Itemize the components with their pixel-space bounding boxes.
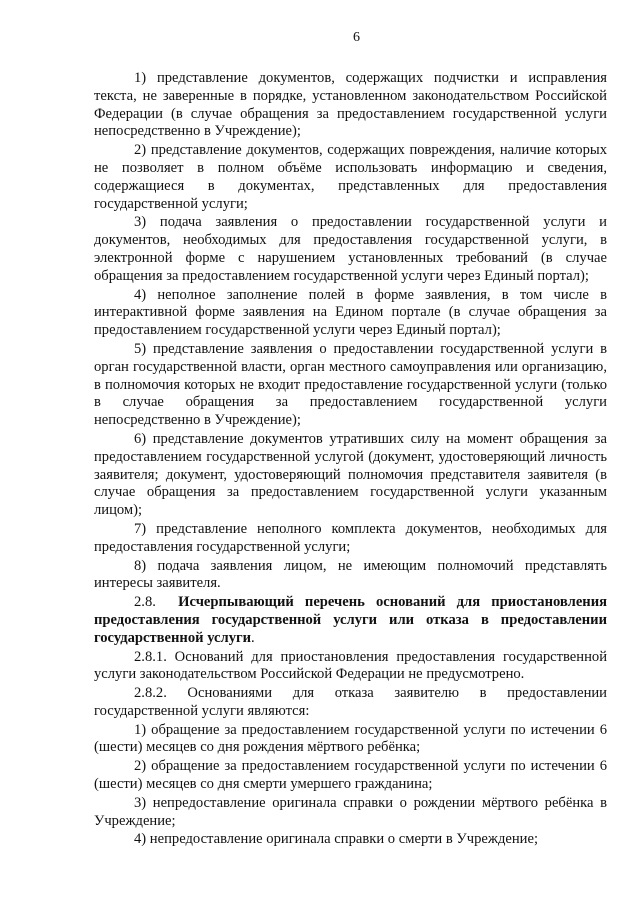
refusal-item-1: 1) обращение за предоставлением государственной услуги по истечении 6 (шести) месяцев со дня рождения мёртвого ребёнка; [94,721,607,756]
paragraph-2-8-1: 2.8.1. Оснований для приостановления предоставления государственной услуги законодательством Российской Федерации не предусмотрено. [94,648,607,683]
paragraph-item-6: 6) представление документов утративших силу на момент обращения за предоставлением государственной услугой (документ, удостоверяющий личность заявителя; документ, удостоверяющий полномочия представителя заявителя (в случае обращения за предоставлением государственной услуги указанным лицом); [94,430,607,519]
section-heading-2-8: 2.8. Исчерпывающий перечень оснований для приостановления предоставления государственной услуги или отказа в предоставлении государственной услуги. [94,594,608,646]
refusal-item-3: 3) непредоставление оригинала справки о рождении мёртвого ребёнка в Учреждение; [94,794,607,829]
paragraph-2-8-2: 2.8.2. Основаниями для отказа заявителю в предоставлении государственной услуги являются: [94,685,607,719]
paragraph-item-7: 7) представление неполного комплекта документов, необходимых для предоставления государственной услуги; [94,520,607,555]
section-title: Исчерпывающий перечень оснований для приостановления предоставления государственной услуги или отказа в предоставлении государственной услуги [94,594,608,646]
paragraph-item-8: 8) подача заявления лицом, не имеющим полномочий представлять интересы заявителя. [94,557,607,592]
page-number: 6 [353,30,360,45]
paragraph-item-3: 3) подача заявления о предоставлении государственной услуги и документов, необходимых для предоставления государственной услуги, в электронной форме с нарушением установленных требований (в случае обращения за предоставлением государственной услуги через Единый портал); [94,214,607,284]
refusal-item-4: 4) непредоставление оригинала справки о смерти в Учреждение; [134,831,539,848]
section-number: 2.8. [134,594,156,611]
refusal-item-2: 2) обращение за предоставлением государственной услуги по истечении 6 (шести) месяцев со дня смерти умершего гражданина; [94,758,607,793]
paragraph-item-4: 4) неполное заполнение полей в форме заявления, в том числе в интерактивной форме заявления на Едином портале (в случае обращения за предоставлением государственной услуги через Единый портал); [94,286,607,339]
paragraph-item-5: 5) представление заявления о предоставлении государственной услуги в орган государственной власти, орган местного самоуправления или организацию, в полномочия которых не входит предоставление государственной услуги (только в случае обращения за предоставлением государственной услуги непосредственно в Учреждение); [94,340,607,429]
paragraph-item-1: 1) представление документов, содержащих подчистки и исправления текста, не заверенные в порядке, установленном законодательством Российской Федерации (в случае обращения за предоставлением государственной услуги непосредственно в Учреждение); [94,70,607,140]
paragraph-item-2: 2) представление документов, содержащих повреждения, наличие которых не позволяет в полном объёме использовать информацию и сведения, содержащиеся в документах, представленных для предоставления государственной услуги; [94,142,607,212]
